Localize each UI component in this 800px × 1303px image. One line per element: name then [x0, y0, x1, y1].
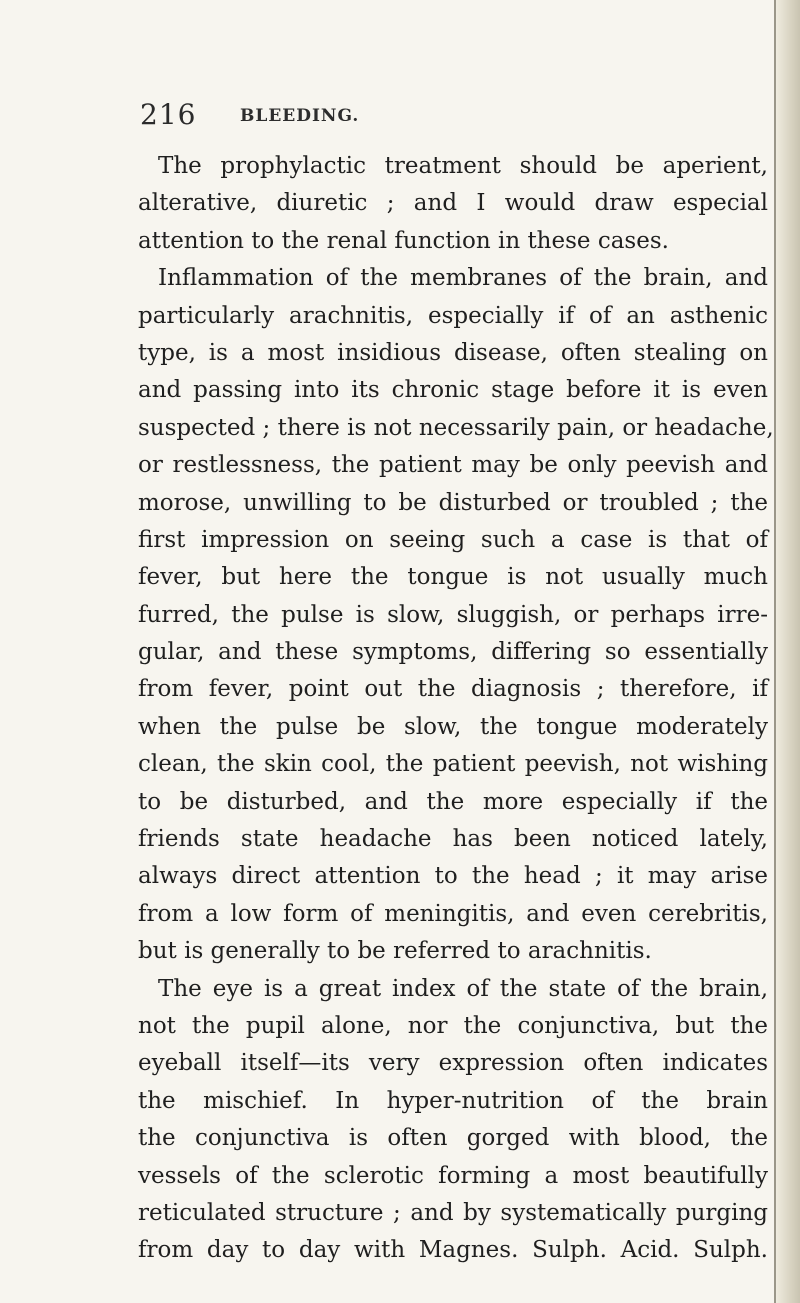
running-title: BLEEDING.	[240, 106, 360, 126]
text-line: from fever, point out the diagnosis ; therefore, if	[138, 676, 768, 703]
text-line: particularly arachnitis, especially if of an asthenic	[138, 302, 768, 329]
text-line: eyeball itself—its very expression often indicates	[138, 1050, 768, 1077]
text-line: suspected ; there is not necessarily pain, or headache,	[138, 414, 774, 441]
body-text	[138, 148, 774, 1270]
text-line: and passing into its chronic stage before it is even	[138, 377, 768, 404]
text-line: but is generally to be referred to arachnitis.	[138, 938, 652, 965]
text-line: The prophylactic treatment should be aperient,	[158, 153, 768, 179]
text-line: attention to the renal function in these cases.	[138, 227, 669, 254]
text-line: or restlessness, the patient may be only peevish and	[138, 452, 768, 479]
text-line: from a low form of meningitis, and even cerebritis,	[138, 900, 768, 927]
text-line: gular, and these symptoms, differing so essentially	[138, 639, 768, 666]
text-line: not the pupil alone, nor the conjunctiva, but the	[138, 1012, 768, 1039]
text-line: morose, unwilling to be disturbed or troubled ; the	[138, 489, 768, 516]
text-line: reticulated structure ; and by systematically purging	[138, 1199, 768, 1226]
text-line: vessels of the sclerotic forming a most beautifully	[138, 1162, 768, 1189]
text-line: the mischief. In hyper-nutrition of the brain	[138, 1087, 768, 1114]
text-line: The eye is a great index of the state of the brain,	[158, 975, 768, 1002]
page-edge-shadow	[774, 0, 776, 1303]
text-line: furred, the pulse is slow, sluggish, or perhaps irre-	[138, 601, 768, 628]
text-line: first impression on seeing such a case is that of	[138, 526, 768, 553]
text-line: type, is a most insidious disease, often stealing on	[138, 339, 768, 366]
text-line: fever, but here the tongue is not usually much	[138, 564, 768, 591]
running-head	[140, 98, 760, 138]
page-number: 216	[140, 98, 197, 131]
text-line: from day to day with Magnes. Sulph. Acid. Sulph.	[138, 1237, 768, 1264]
text-line: Inflammation of the membranes of the brain, and	[158, 265, 768, 292]
text-line: when the pulse be slow, the tongue moderately	[138, 713, 768, 740]
text-line: the conjunctiva is often gorged with blood, the	[138, 1125, 768, 1152]
text-line: to be disturbed, and the more especially if the	[138, 788, 768, 815]
text-line: clean, the skin cool, the patient peevish, not wishing	[138, 751, 768, 778]
text-line: friends state headache has been noticed lately,	[138, 826, 768, 853]
page-edge	[774, 0, 800, 1303]
text-line: alterative, diuretic ; and I would draw especial	[138, 190, 768, 217]
text-line: always direct attention to the head ; it may arise	[138, 863, 768, 890]
